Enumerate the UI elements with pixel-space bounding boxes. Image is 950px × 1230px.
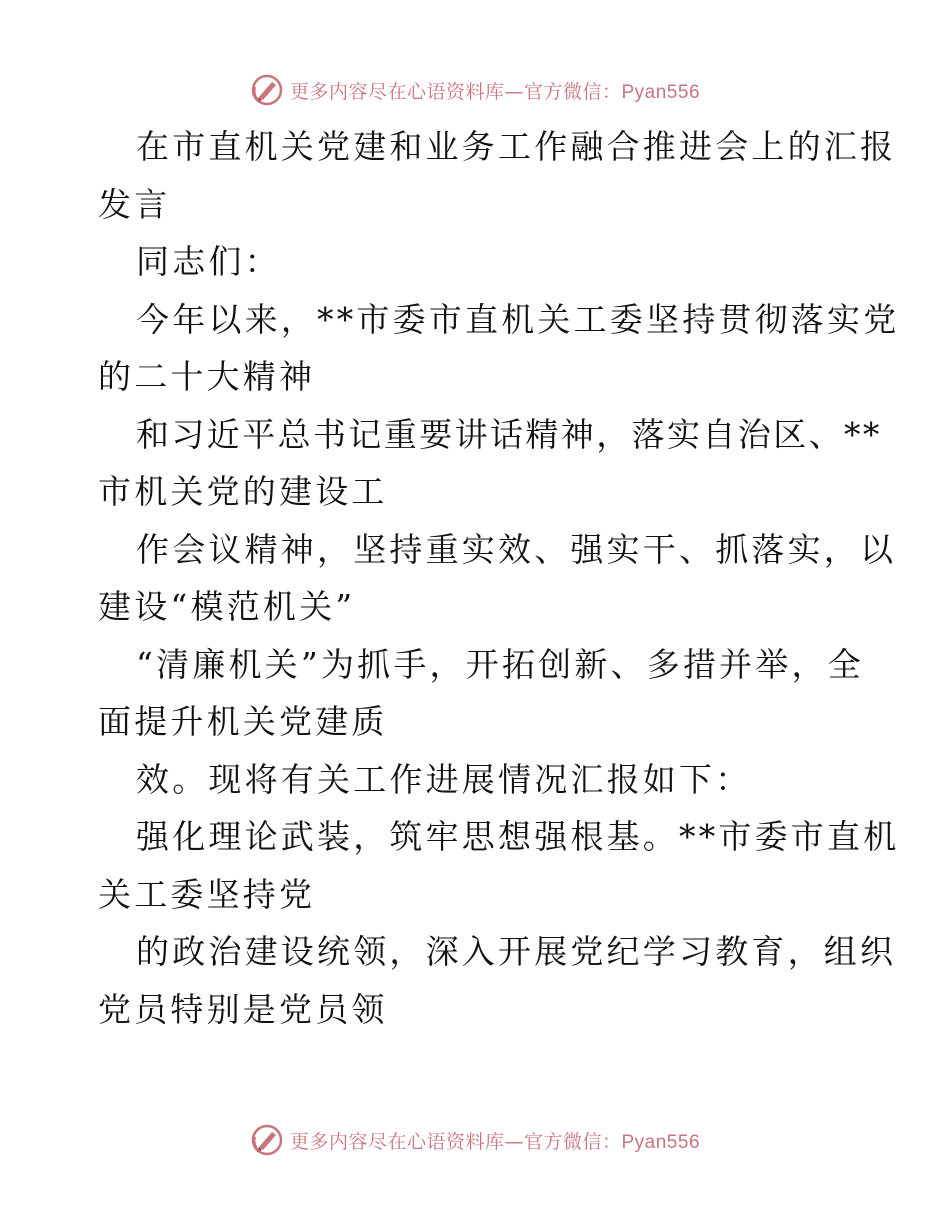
watermark-id: Pyan556 <box>621 1131 701 1153</box>
paragraph-line: 作会议精神，坚持重实效、强实干、抓落实，以 <box>136 529 897 569</box>
watermark-brand: 更多内容尽在心语资料库 <box>289 80 505 103</box>
watermark-text <box>290 1127 700 1154</box>
watermark-brand: 更多内容尽在心语资料库 <box>289 1130 505 1153</box>
paragraph-line: 的政治建设统领，深入开展党纪学习教育，组织 <box>136 932 897 971</box>
doc-title-line-2: 发言 <box>98 184 171 224</box>
watermark-id: Pyan556 <box>621 81 701 103</box>
footer-watermark <box>0 1120 950 1160</box>
paragraph-line: “清廉机关”为抓手，开拓创新、多措并举，全 <box>136 644 864 684</box>
doc-title-line-1: 在市直机关党建和业务工作融合推进会上的汇报 <box>136 127 897 166</box>
watermark-separator: — <box>504 80 524 103</box>
pen-seal-logo-icon <box>250 73 284 107</box>
watermark-label: 官方微信： <box>523 80 622 103</box>
paragraph-line: 面提升机关党建质 <box>98 702 388 741</box>
watermark-separator: — <box>504 1130 524 1153</box>
salutation: 同志们： <box>136 242 281 281</box>
paragraph-line: 党员特别是党员领 <box>98 989 388 1029</box>
watermark-text <box>290 77 700 104</box>
paragraph-line: 今年以来，**市委市直机关工委坚持贯彻落实党 <box>136 299 900 339</box>
header-watermark <box>0 70 950 110</box>
paragraph-line: 和习近平总书记重要讲话精神，落实自治区、** <box>136 414 882 454</box>
paragraph-line: 市机关党的建设工 <box>98 472 388 511</box>
pen-seal-logo-icon <box>250 1123 284 1157</box>
paragraph-line: 关工委坚持党 <box>98 874 316 914</box>
paragraph-line: 强化理论武装，筑牢思想强根基。**市委市直机 <box>136 817 900 856</box>
watermark-label: 官方微信： <box>523 1130 622 1153</box>
document-body <box>98 118 900 1038</box>
paragraph-line: 建设“模范机关” <box>98 587 356 626</box>
paragraph-line: 效。现将有关工作进展情况汇报如下： <box>136 759 752 799</box>
paragraph-line: 的二十大精神 <box>98 357 316 396</box>
